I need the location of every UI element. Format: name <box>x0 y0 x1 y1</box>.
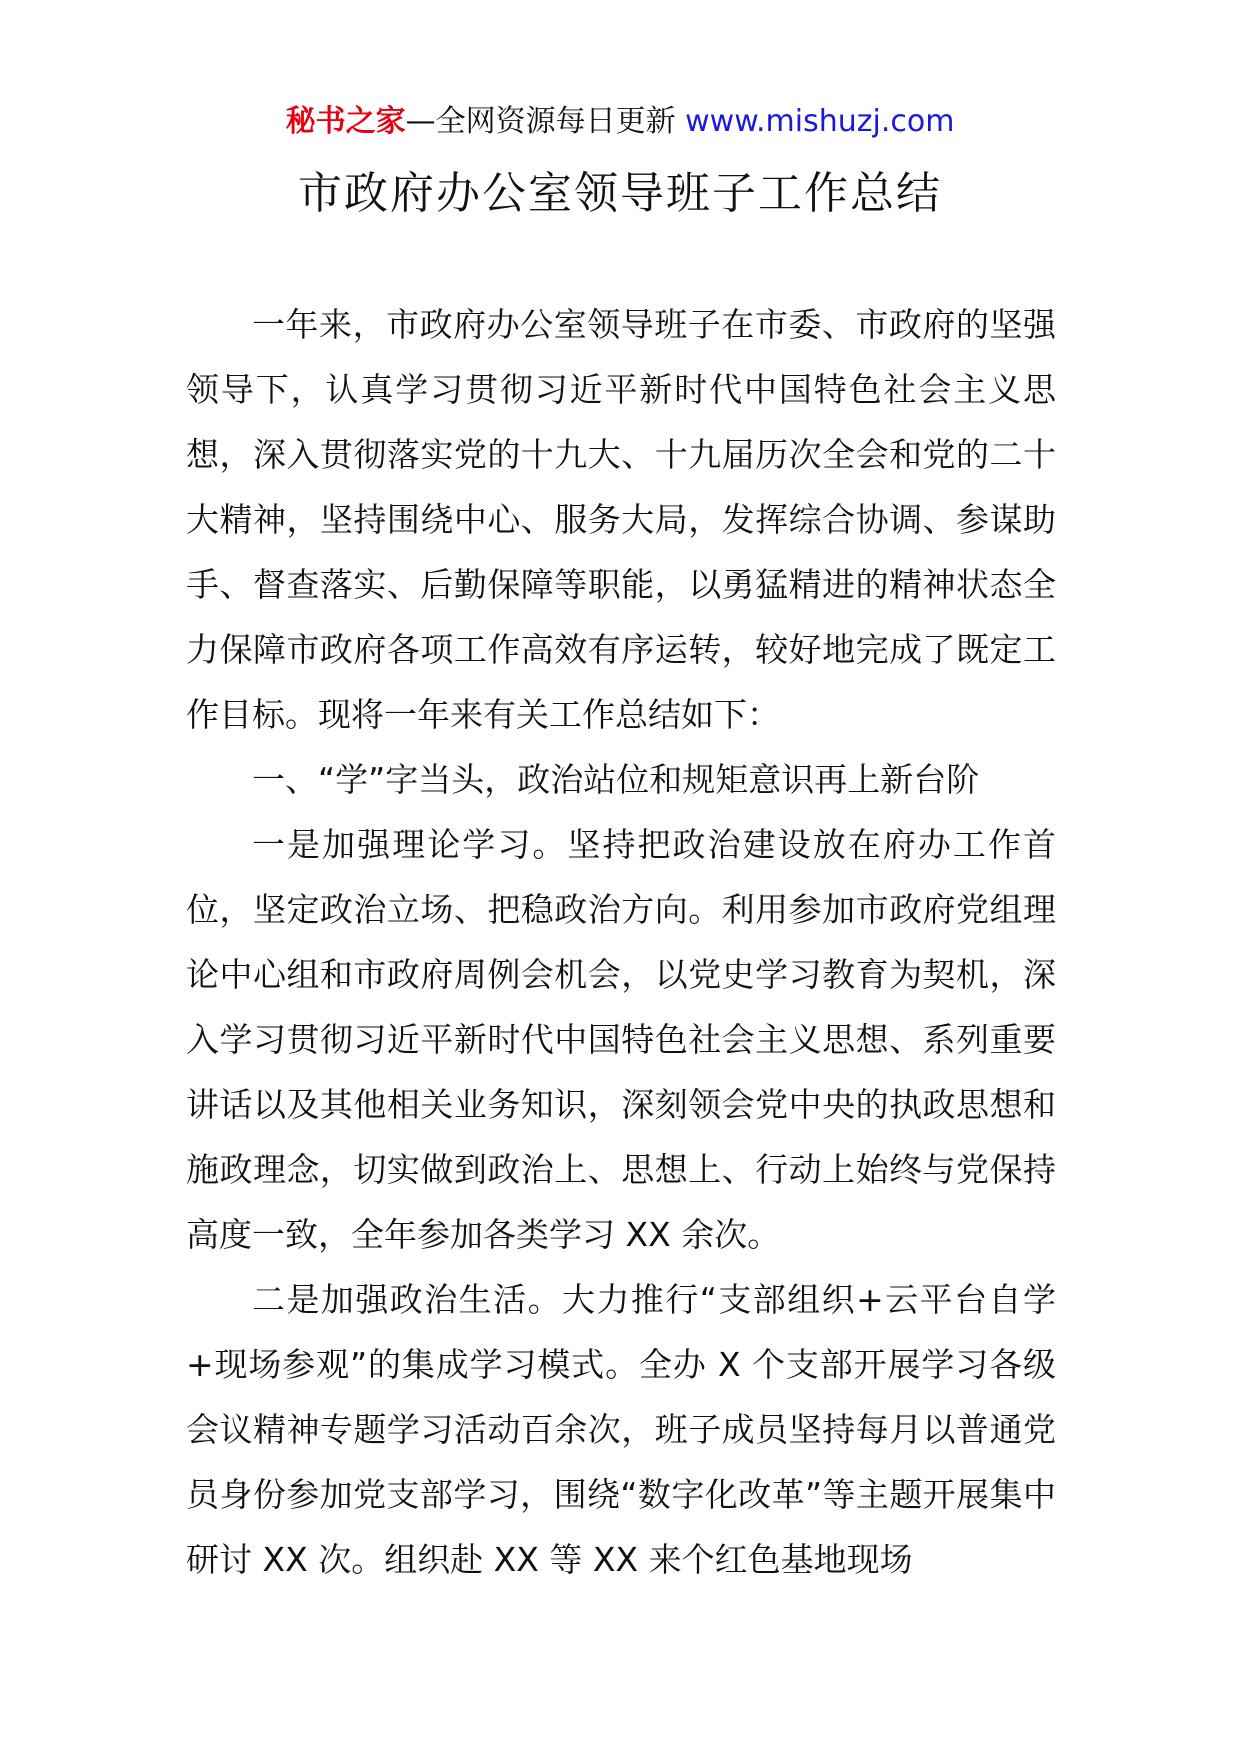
section-heading: 一、“学”字当头，政治站位和规矩意识再上新台阶 <box>252 760 980 799</box>
document-body <box>186 292 1056 1592</box>
body-paragraph: 二是加强政治生活。大力推行“支部组织+云平台自学+现场参观”的集成学习模式。全办 X 个支部开展学习各级会议精神专题学习活动百余次，班子成员坚持每月以普通党员身份参加党支部学习，围绕“数字化改革”等主题开展集中研讨 XX 次。组织赴 XX 等 XX 来个红色基地现场 <box>186 1280 1056 1579</box>
header-tagline: —全网资源每日更新 <box>405 104 676 139</box>
intro-paragraph: 一年来，市政府办公室领导班子在市委、市政府的坚强领导下，认真学习贯彻习近平新时代中国特色社会主义思想，深入贯彻落实党的十九大、十九届历次全会和党的二十大精神，坚持围绕中心、服务大局，发挥综合协调、参谋助手、督查落实、后勤保障等职能，以勇猛精进的精神状态全力保障市政府各项工作高效有序运转，较好地完成了既定工作目标。现将一年来有关工作总结如下： <box>186 305 1056 734</box>
body-paragraph: 一是加强理论学习。坚持把政治建设放在府办工作首位，坚定政治立场、把稳政治方向。利用参加市政府党组理论中心组和市政府周例会机会，以党史学习教育为契机，深入学习贯彻习近平新时代中国特色社会主义思想、系列重要讲话以及其他相关业务知识，深刻领会党中央的执政思想和施政理念，切实做到政治上、思想上、行动上始终与党保持高度一致，全年参加各类学习 XX 余次。 <box>186 825 1056 1254</box>
site-header <box>0 100 1240 144</box>
site-url-link[interactable]: www.mishuzj.com <box>685 104 955 139</box>
brand-name: 秘书之家 <box>285 104 406 139</box>
document-title: 市政府办公室领导班子工作总结 <box>298 168 942 219</box>
